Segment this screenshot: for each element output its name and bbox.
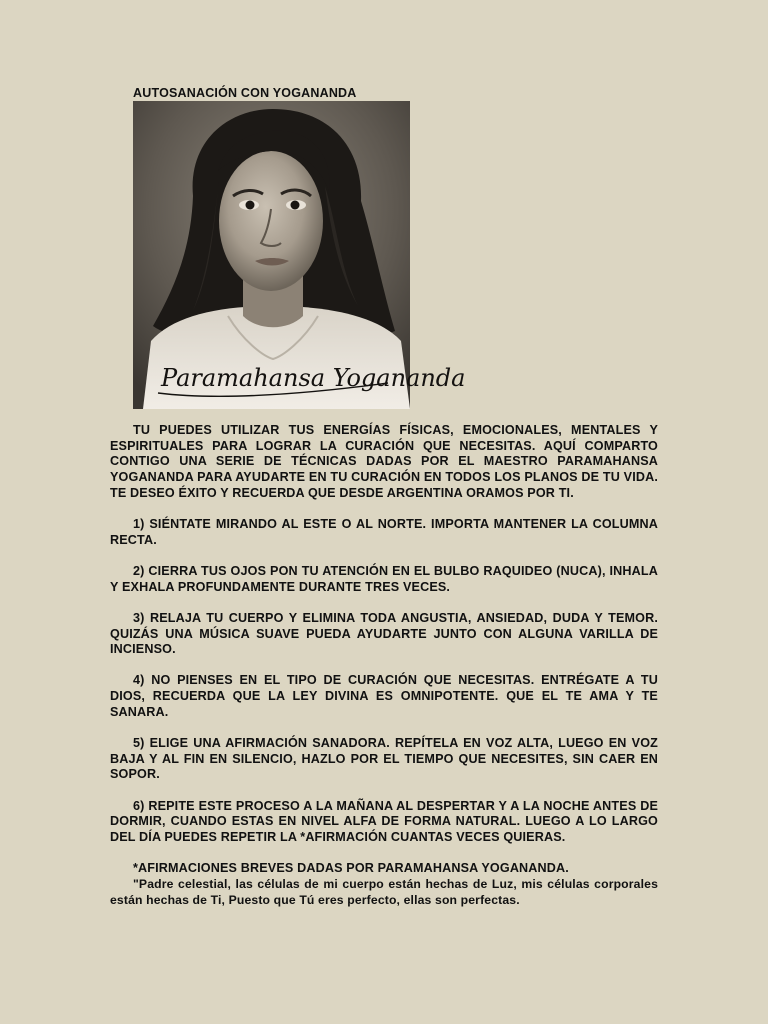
portrait-illustration xyxy=(133,101,466,409)
intro-paragraph: TU PUEDES UTILIZAR TUS ENERGÍAS FÍSICAS, EMOCIONALES, MENTALES Y ESPIRITUALES PARA LOGRAR LA CURACIÓN QUE NECESITAS. AQUÍ COMPARTO CONTIGO UNA SERIE DE TÉCNICAS DADAS POR EL MAESTRO PARAMAHANSA YOGANANDA PARA AYUDARTE EN TU CURACIÓN EN TODOS LOS PLANOS DE TU VIDA. TE DESEO ÉXITO Y RECUERDA QUE DESDE ARGENTINA ORAMOS POR TI. xyxy=(110,423,658,500)
step-1: 1) SIÉNTATE MIRANDO AL ESTE O AL NORTE. IMPORTA MANTENER LA COLUMNA RECTA. xyxy=(110,517,658,547)
step-2: 2) CIERRA TUS OJOS PON TU ATENCIÓN EN EL BULBO RAQUIDEO (NUCA), INHALA Y EXHALA PROFUNDAMENTE DURANTE TRES VECES. xyxy=(110,563,658,594)
affirmation-quote: "Padre celestial, las células de mi cuerpo están hechas de Luz, mis células corporales están hechas de Ti, Puesto que Tú eres perfecto, ellas son perfectas. xyxy=(110,876,658,907)
portrait-photo xyxy=(133,101,466,409)
step-3: 3) RELAJA TU CUERPO Y ELIMINA TODA ANGUSTIA, ANSIEDAD, DUDA Y TEMOR. QUIZÁS UNA MÚSICA SUAVE PUEDA AYUDARTE JUNTO CON ALGUNA VARILLA DE INCIENSO. xyxy=(110,610,658,657)
document-body xyxy=(110,423,658,908)
step-4: 4) NO PIENSES EN EL TIPO DE CURACIÓN QUE NECESITAS. ENTRÉGATE A TU DIOS, RECUERDA QUE LA LEY DIVINA ES OMNIPOTENTE. QUE EL TE AMA Y TE SANARA. xyxy=(110,673,658,719)
step-6: 6) REPITE ESTE PROCESO A LA MAÑANA AL DESPERTAR Y A LA NOCHE ANTES DE DORMIR, CUANDO ESTAS EN NIVEL ALFA DE FORMA NATURAL. LUEGO A LO LARGO DEL DÍA PUEDES REPETIR LA *AFIRMACIÓN CUANTAS VECES QUIERAS. xyxy=(110,798,658,845)
document-title: AUTOSANACIÓN CON YOGANANDA xyxy=(133,86,357,100)
signature-text: Paramahansa Yogananda xyxy=(161,364,466,392)
affirmations-heading: *AFIRMACIONES BREVES DADAS POR PARAMAHANSA YOGANANDA. xyxy=(133,861,569,876)
document-page xyxy=(110,85,658,908)
step-5: 5) ELIGE UNA AFIRMACIÓN SANADORA. REPÍTELA EN VOZ ALTA, LUEGO EN VOZ BAJA Y AL FIN EN SILENCIO, HAZLO POR EL TIEMPO QUE NECESITES, SIN CAER EN SOPOR. xyxy=(110,736,658,782)
